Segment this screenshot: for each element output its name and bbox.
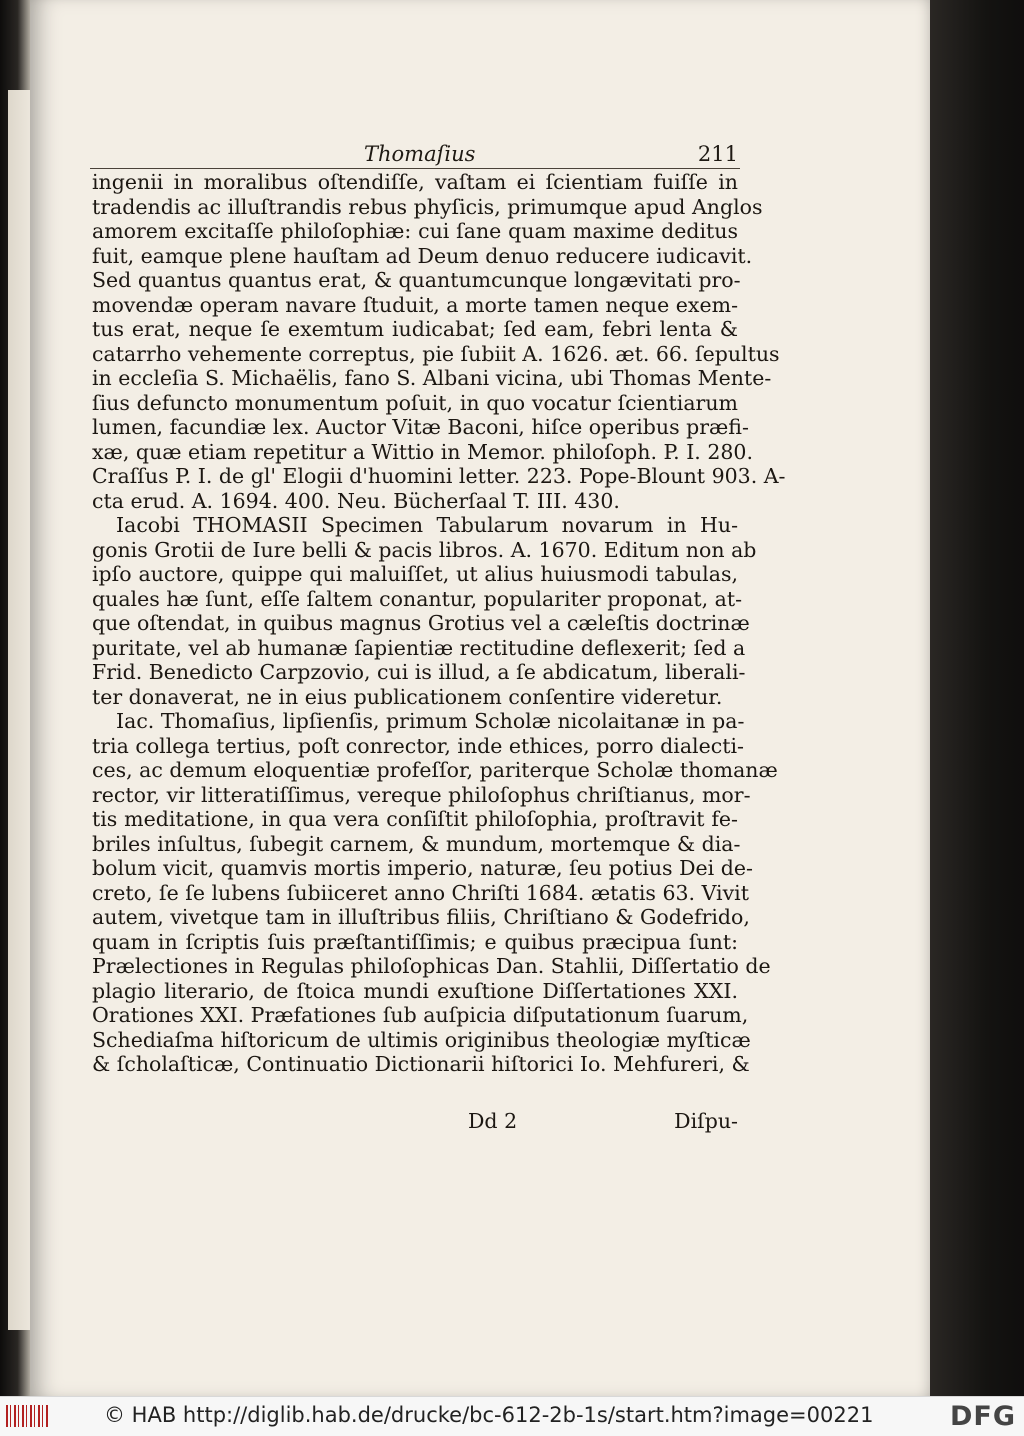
text-line: catarrho vehemente correptus, pie ſubiit A. 1626. æt. 66. ſepultus [92, 341, 780, 366]
text-line: ingenii in moralibus oſtendiſſe, vaſtam ei ſcientiam fuiſſe in [92, 170, 738, 194]
barcode-icon [6, 1405, 48, 1427]
text-line: xæ, quæ etiam repetitur a Wittio in Memor. philoſoph. P. I. 280. [92, 439, 753, 464]
text-line: ipſo auctore, quippe qui maluiſſet, ut alius huiusmodi tabulas, [92, 562, 738, 586]
text-line: fuit, eamque plene hauſtam ad Deum denuo reducere iudicavit. [92, 243, 753, 268]
text-line: in eccleſia S. Michaëlis, fano S. Albani vicina, ubi Thomas Mente- [92, 366, 772, 390]
dfg-logo: DFG [949, 1401, 1016, 1432]
source-url[interactable]: © HAB http://diglib.hab.de/drucke/bc-612-2b-1s/start.htm?image=00221 [104, 1403, 874, 1427]
text-line: ſius defuncto monumentum poſuit, in quo vocatur ſcientiarum [92, 390, 738, 415]
body-text [92, 170, 786, 1077]
text-line: rector, vir litteratiſſimus, vereque philoſophus chriſtianus, mor- [92, 782, 751, 807]
page-header [92, 140, 738, 170]
text-line: ces, ac demum eloquentiæ profeſſor, pariterque Scholæ thomanæ [92, 758, 778, 782]
text-line: autem, vivetque tam in illuſtribus filiis, Chriſtiano & Godefrido, [92, 905, 750, 929]
text-line: tradendis ac illuſtrandis rebus phyſicis, primumque apud Anglos [92, 194, 763, 219]
text-line: Sed quantus quantus erat, & quantumcunque longævitati pro- [92, 268, 741, 292]
text-line: amorem excitaſſe philoſophiæ: cui ſane quam maxime deditus [92, 219, 738, 243]
text-line: Iacobi THOMASII Specimen Tabularum novarum in Hu- [116, 513, 738, 537]
header-rule [90, 168, 740, 169]
running-head: Thomaſius [364, 142, 476, 166]
text-line: quales hæ ſunt, eſſe ſaltem conantur, populariter proponat, at- [92, 586, 743, 611]
footer-bar [0, 1396, 1024, 1436]
scan-background [930, 0, 1024, 1396]
catchword-line [92, 1109, 738, 1135]
text-line: Iac. Thomaſius, lipſienſis, primum Scholæ nicolaitanæ in pa- [116, 709, 745, 733]
text-line: Orationes XXI. Præfationes ſub auſpicia diſputationum ſuarum, [92, 1003, 749, 1027]
text-line: creto, ſe ſe lubens ſubiiceret anno Chriſti 1684. ætatis 63. Vivit [92, 880, 749, 905]
text-line: que oſtendat, in quibus magnus Grotius vel a cæleſtis doctrinæ [92, 611, 750, 635]
text-line: lumen, facundiæ lex. Auctor Vitæ Baconi, hiſce operibus præfi- [92, 415, 749, 439]
text-line: cta erud. A. 1694. 400. Neu. Bücherſaal T. III. 430. [92, 488, 620, 513]
text-line: ter donaverat, ne in eius publicationem conſentire videretur. [92, 684, 723, 709]
text-line: tus erat, neque ſe exemtum iudicabat; ſed eam, febri lenta & [92, 317, 738, 341]
text-line: Craſſus P. I. de gl' Elogii d'huomini letter. 223. Pope-Blount 903. A- [92, 464, 786, 488]
text-line: Schediaſma hiſtoricum de ultimis originibus theologiæ myſticæ [92, 1027, 751, 1052]
text-line: quam in ſcriptis ſuis præſtantiſſimis; e quibus præcipua ſunt: [92, 929, 738, 954]
signature-mark: Dd 2 [468, 1109, 518, 1133]
text-line: Prælectiones in Regulas philoſophicas Dan. Stahlii, Diſſertatio de [92, 954, 771, 978]
text-line: & ſcholaſticæ, Continuatio Dictionarii hiſtorici Io. Mehfureri, & [92, 1052, 750, 1076]
text-line: briles inſultus, ſubegit carnem, & mundum, mortemque & dia- [92, 831, 741, 856]
text-line: tis meditatione, in qua vera conſiſtit philoſophia, proſtravit fe- [92, 807, 738, 831]
text-line: Frid. Benedicto Carpzovio, cui is illud, a ſe abdicatum, liberali- [92, 660, 746, 684]
text-line: movendæ operam navare ſtuduit, a morte tamen neque exem- [92, 292, 738, 317]
text-line: plagio literario, de ſtoica mundi exuſtione Diſſertationes XXI. [92, 978, 738, 1003]
text-line: puritate, vel ab humanæ ſapientiæ rectitudine deflexerit; ſed a [92, 635, 746, 660]
text-line: gonis Grotii de Iure belli & pacis libros. A. 1670. Editum non ab [92, 537, 757, 562]
catchword: Diſpu- [674, 1109, 738, 1133]
page-number: 211 [697, 142, 738, 166]
text-line: bolum vicit, quamvis mortis imperio, naturæ, ſeu potius Dei de- [92, 856, 753, 880]
text-line: tria collega tertius, poſt conrector, inde ethices, porro dialecti- [92, 733, 744, 758]
